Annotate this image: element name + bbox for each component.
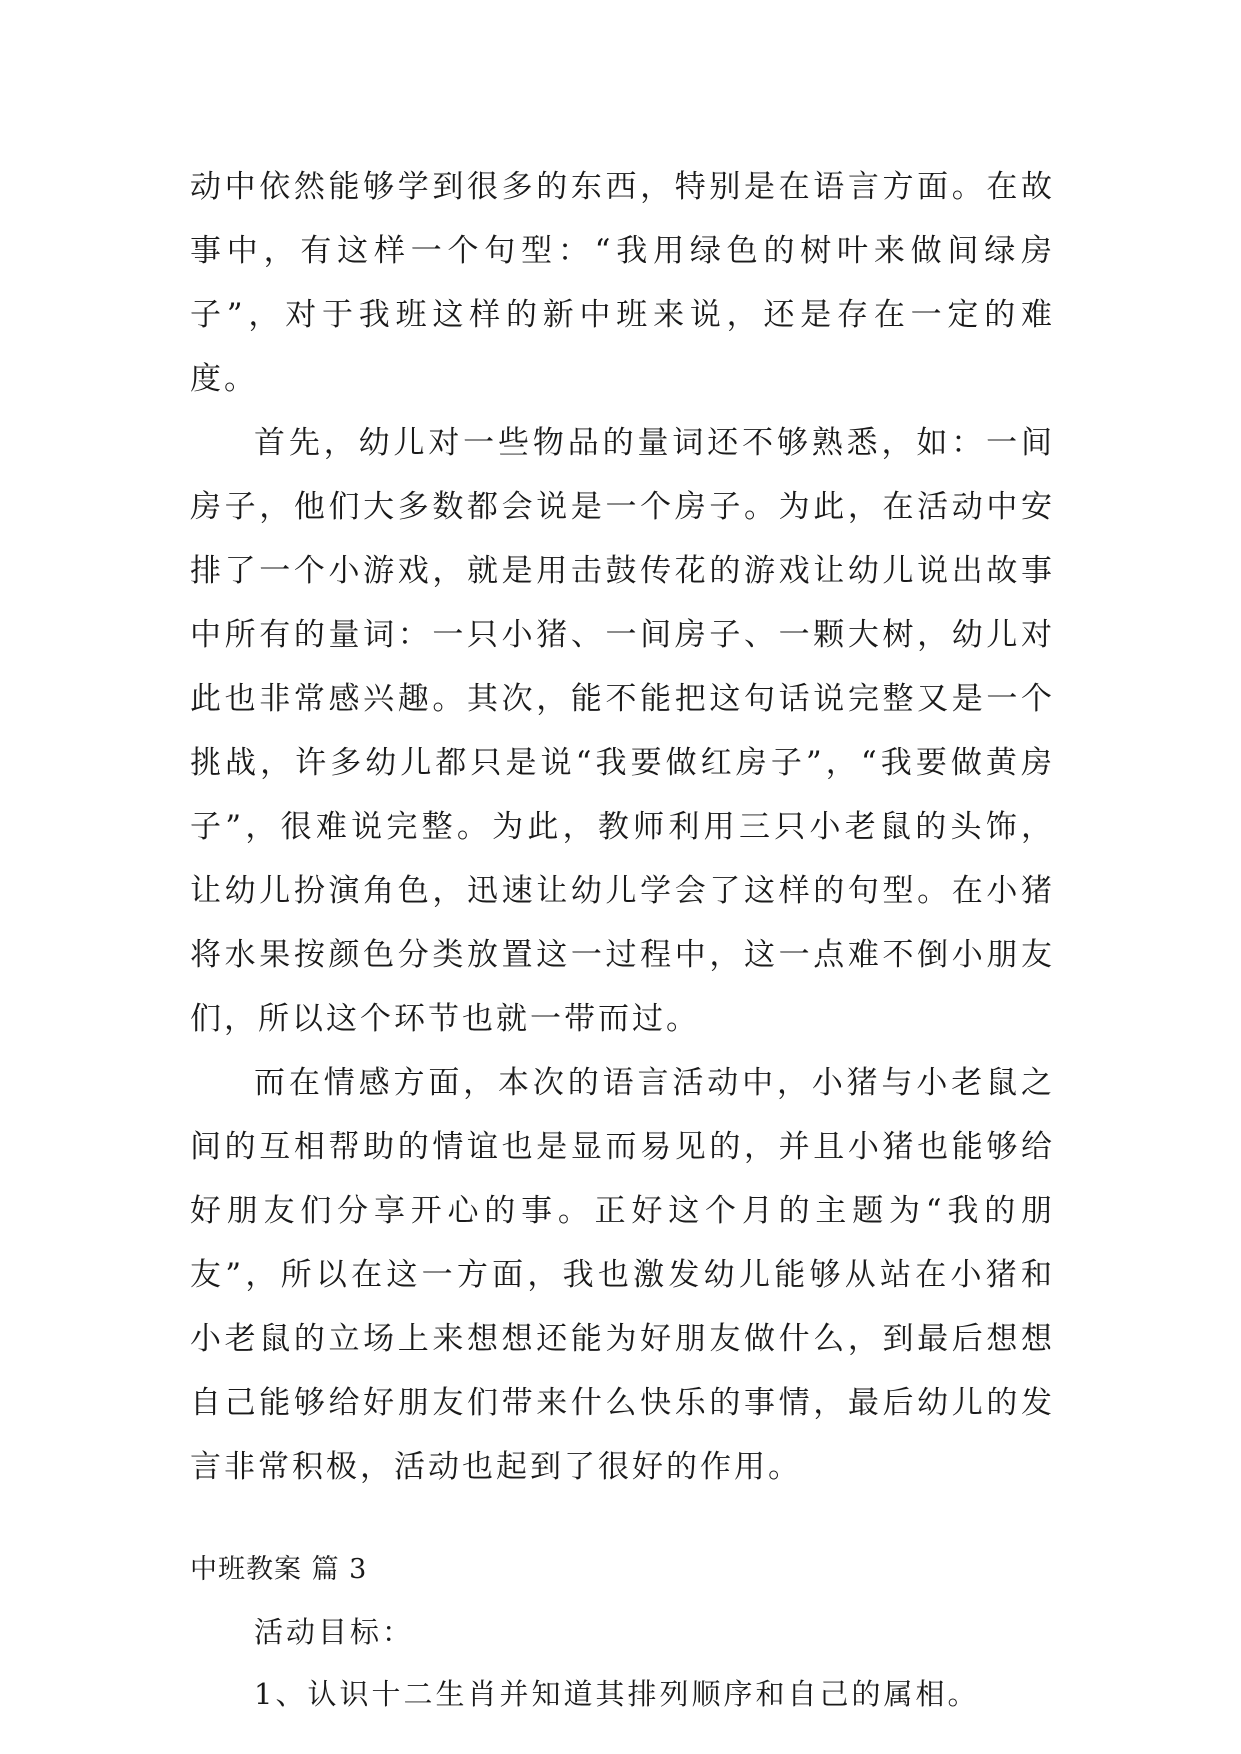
document-body (190, 155, 1055, 1725)
paragraph-emotion: 而在情感方面，本次的语言活动中，小猪与小老鼠之间的互相帮助的情谊也是显而易见的，并且小猪也能够给好朋友们分享开心的事。正好这个月的主题为“我的朋友”，所以在这一方面，我也激发幼儿能够从站在小猪和小老鼠的立场上来想想还能为好朋友做什么，到最后想想自己能够给好朋友们带来什么快乐的事情，最后幼儿的发言非常积极，活动也起到了很好的作用。 (190, 1065, 1055, 1485)
paragraph-continuation: 动中依然能够学到很多的东西，特别是在语言方面。在故事中，有这样一个句型：“我用绿色的树叶来做间绿房子”，对于我班这样的新中班来说，还是存在一定的难度。 (190, 169, 1055, 397)
goals-label: 活动目标： (254, 1615, 415, 1649)
goal-item-1: 1、认识十二生肖并知道其排列顺序和自己的属相。 (254, 1677, 980, 1711)
paragraph-measure-words: 首先，幼儿对一些物品的量词还不够熟悉，如：一间房子，他们大多数都会说是一个房子。为此，在活动中安排了一个小游戏，就是用击鼓传花的游戏让幼儿说出故事中所有的量词：一只小猪、一间房子、一颗大树，幼儿对此也非常感兴趣。其次，能不能把这句话说完整又是一个挑战，许多幼儿都只是说“我要做红房子”，“我要做黄房子”，很难说完整。为此，教师利用三只小老鼠的头饰，让幼儿扮演角色，迅速让幼儿学会了这样的句型。在小猪将水果按颜色分类放置这一过程中，这一点难不倒小朋友们，所以这个环节也就一带而过。 (190, 425, 1055, 1037)
section-heading: 中班教案 篇 3 (190, 1554, 368, 1585)
